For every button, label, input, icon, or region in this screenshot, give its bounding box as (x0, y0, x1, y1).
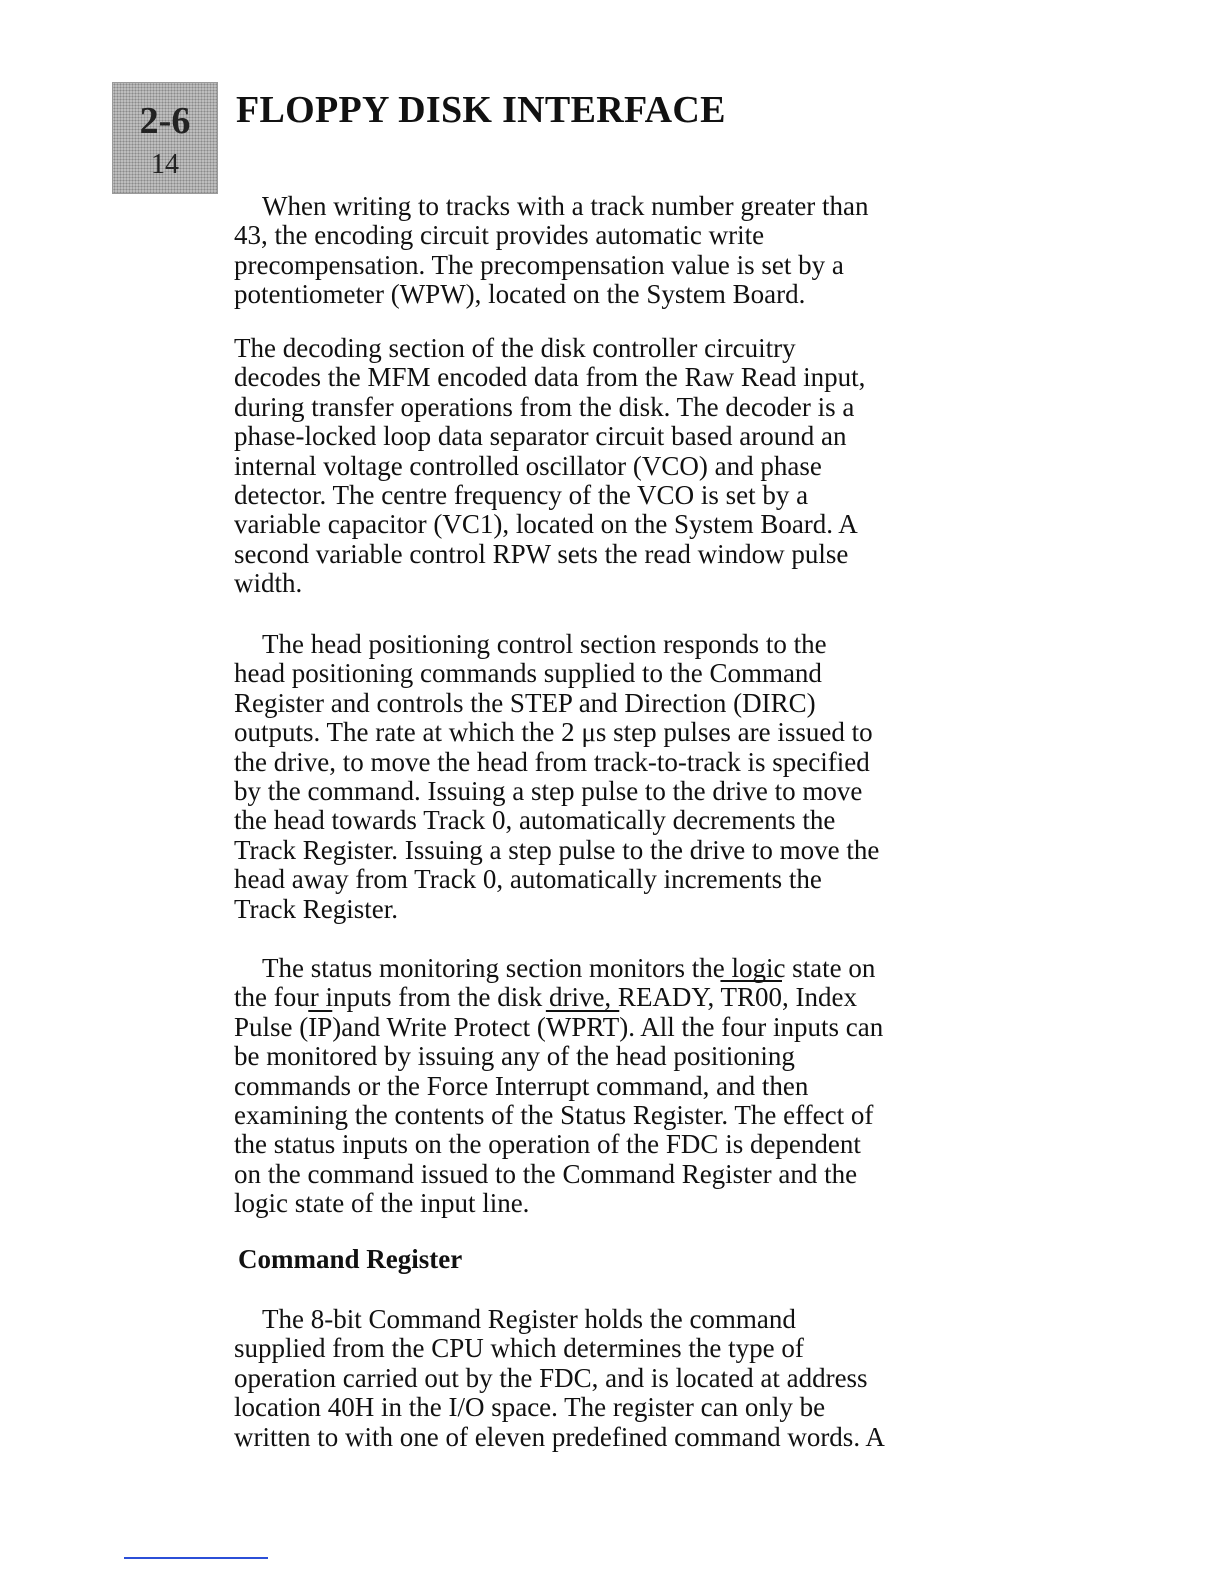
text-line: The decoding section of the disk controller circuitry (234, 333, 796, 363)
subheading-command-register: Command Register (238, 1244, 463, 1274)
text-line: be monitored by issuing any of the head positioning (234, 1041, 795, 1072)
tr00-signal: TR00 (720, 982, 782, 1013)
section-number: 2-6 (139, 100, 191, 142)
text-line: second variable control RPW sets the read window pulse (234, 538, 849, 569)
text-segment: ). All the four inputs can (619, 1011, 884, 1042)
text-line: precompensation. The precompensation value is set by a (234, 249, 844, 280)
text-line: width. (234, 568, 303, 599)
text-line: Track Register. (234, 893, 398, 924)
text-line: outputs. The rate at which the 2 μs step pulses are issued to (234, 717, 873, 748)
text-line: written to with one of eleven predefined command words. A (234, 1421, 885, 1452)
text-line: examining the contents of the Status Register. The effect of (234, 1100, 874, 1131)
text-line: supplied from the CPU which determines the type of (234, 1333, 804, 1364)
text-segment: the four inputs from the disk drive, READY, (234, 982, 721, 1013)
footer-rule (124, 1557, 268, 1559)
text-line: variable capacitor (VC1), located on the System Board. A (234, 509, 858, 540)
ip-signal: $\overline{IP}$ (308, 1011, 333, 1042)
paragraph-command-register (234, 1305, 994, 1452)
paragraph-status-monitoring (234, 954, 994, 1219)
text-line: phase-locked loop data separator circuit based around an (234, 421, 847, 452)
text-line: on the command issued to the Command Register and the (234, 1158, 858, 1189)
text-line: internal voltage controlled oscillator (VCO) and phase (234, 450, 822, 481)
wprt-signal: WPRT (545, 1011, 620, 1042)
text-line: The 8-bit Command Register holds the command (262, 1304, 796, 1334)
text-line: 43, the encoding circuit provides automatic write (234, 220, 765, 251)
paragraph-write-precompensation (234, 192, 994, 310)
text-line: The head positioning control section responds to the (262, 629, 827, 659)
paragraph-decoding-section (234, 334, 994, 599)
text-line: during transfer operations from the disk. The decoder is a (234, 391, 855, 422)
text-line: Register and controls the STEP and Direction (DIRC) (234, 687, 816, 718)
text-line: commands or the Force Interrupt command, and then (234, 1070, 809, 1101)
text-line: logic state of the input line. (234, 1188, 530, 1219)
text-line: location 40H in the I/O space. The register can only be (234, 1392, 826, 1423)
text-line: head away from Track 0, automatically increments the (234, 864, 822, 895)
text-segment: Pulse ( (234, 1011, 309, 1042)
text-line: the status inputs on the operation of the FDC is dependent (234, 1129, 861, 1160)
text-line: detector. The centre frequency of the VCO is set by a (234, 480, 809, 511)
text-segment: )and Write Protect ( (332, 1011, 546, 1042)
text-line (234, 1013, 994, 1042)
text-line: Track Register. Issuing a step pulse to the drive to move the (234, 834, 880, 865)
text-line: potentiometer (WPW), located on the System Board. (234, 279, 806, 310)
text-segment: , Index (781, 982, 857, 1013)
text-line: the head towards Track 0, automatically decrements the (234, 805, 836, 836)
page-number: 14 (151, 149, 179, 180)
text-line: operation carried out by the FDC, and is located at address (234, 1362, 868, 1393)
section-tab (112, 82, 218, 194)
text-line: When writing to tracks with a track number greater than (262, 191, 869, 221)
text-line: decodes the MFM encoded data from the Raw Read input, (234, 362, 866, 393)
text-line: the drive, to move the head from track-to-track is specified (234, 746, 870, 777)
text-line: by the command. Issuing a step pulse to the drive to move (234, 776, 863, 807)
page-title: FLOPPY DISK INTERFACE (236, 89, 726, 131)
text-line: head positioning commands supplied to the Command (234, 658, 822, 689)
paragraph-head-positioning (234, 630, 994, 924)
text-line (234, 983, 994, 1012)
text-line: The status monitoring section monitors the logic state on (262, 953, 876, 983)
